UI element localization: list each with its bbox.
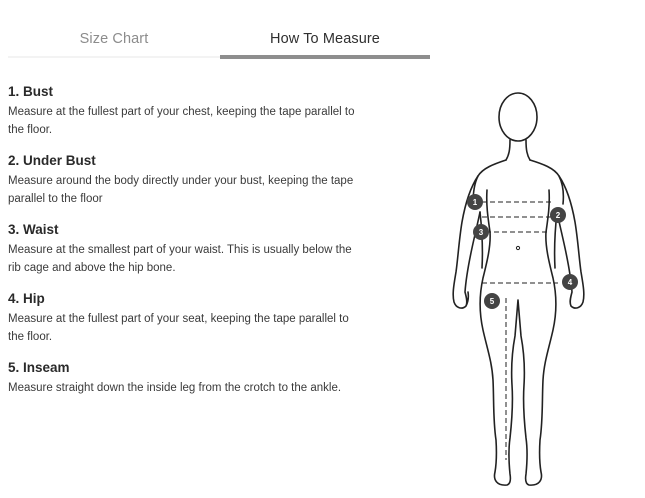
marker-3: [473, 224, 489, 240]
neck-left: [506, 140, 510, 160]
tab-how-to-measure-underline: [220, 55, 430, 59]
measure-title-bust: 1. Bust: [8, 84, 54, 99]
measure-description-bust: Measure at the fullest part of your chest, keeping the tape parallel to the floor.: [8, 106, 355, 136]
measure-section-under-bust: [8, 153, 378, 222]
tab-size-chart-underline: [8, 56, 220, 58]
navel-icon: [516, 246, 519, 249]
measure-title-under-bust: 2. Under Bust: [8, 153, 96, 168]
torso-legs-outline: [473, 160, 563, 485]
marker-1: [467, 194, 483, 210]
measure-section-hip: [8, 291, 378, 360]
measure-description-under-bust: Measure around the body directly under your bust, keeping the tape parallel to the floor: [8, 175, 354, 205]
body-outline: [453, 93, 584, 485]
measure-section-waist: [8, 222, 378, 291]
tab-how-to-measure-label: How To Measure: [270, 31, 380, 47]
marker-4-label: 4: [567, 278, 573, 287]
measure-description-waist: Measure at the smallest part of your waist. This is usually below the rib cage and above the hip bone.: [8, 244, 352, 274]
tab-bar: [8, 0, 430, 62]
body-figure-illustration: [440, 86, 600, 491]
tab-size-chart-label: Size Chart: [79, 31, 149, 47]
measure-description-hip: Measure at the fullest part of your seat, keeping the tape parallel to the floor.: [8, 313, 349, 343]
measurement-instructions: [8, 84, 378, 429]
neck-right: [526, 140, 530, 160]
head-outline: [499, 93, 537, 141]
marker-5-label: 5: [489, 297, 495, 306]
left-inner-arm: [480, 212, 482, 268]
measure-section-bust: [8, 84, 378, 153]
marker-2: [550, 207, 566, 223]
measure-description-inseam: Measure straight down the inside leg from the crotch to the ankle.: [8, 382, 342, 394]
tab-how-to-measure[interactable]: [220, 0, 430, 62]
measure-title-hip: 4. Hip: [8, 291, 45, 306]
marker-3-label: 3: [478, 228, 484, 237]
measure-title-inseam: 5. Inseam: [8, 360, 70, 375]
measure-title-waist: 3. Waist: [8, 222, 59, 237]
measure-section-inseam: [8, 360, 378, 429]
marker-5: [484, 293, 500, 309]
tab-size-chart[interactable]: [8, 0, 220, 62]
marker-2-label: 2: [555, 211, 561, 220]
marker-1-label: 1: [472, 198, 478, 207]
marker-4: [562, 274, 578, 290]
measurement-markers: [467, 194, 578, 309]
